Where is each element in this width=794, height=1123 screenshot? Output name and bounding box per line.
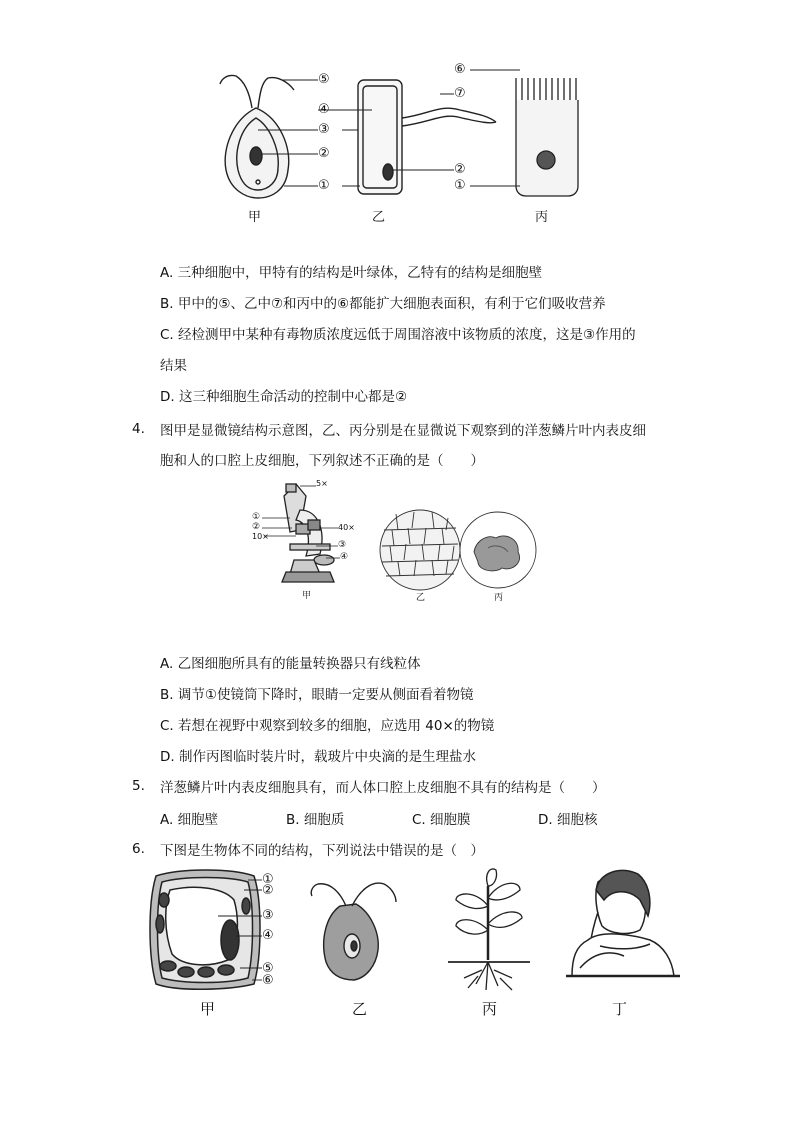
q4-label-jia: 甲 <box>302 591 312 601</box>
q3-option-d: D. 这三种细胞生命活动的控制中心都是② <box>160 389 408 405</box>
q3-option-b: B. 甲中的⑤、乙中⑦和丙中的⑥都能扩大细胞表面积，有利于它们吸收营养 <box>160 296 606 312</box>
q4-obj-10x: 10× <box>252 532 269 541</box>
q6-stem: 下图是生物体不同的结构，下列说法中错误的是（ ） <box>160 843 484 859</box>
q5-option-a: A. 细胞壁 <box>160 812 219 828</box>
q3-marker-1b: ① <box>454 178 466 193</box>
q4-marker-2: ② <box>252 522 261 532</box>
q6-number: 6. <box>132 841 145 857</box>
q4-option-c: C. 若想在视野中观察到较多的细胞，应选用 40×的物镜 <box>160 718 495 734</box>
q4-number: 4. <box>132 421 145 437</box>
q6-label-bing: 丙 <box>482 1000 498 1018</box>
q4-obj-40x: 40× <box>338 523 355 532</box>
q5-option-c: C. 细胞膜 <box>412 812 471 828</box>
q6-label-yi: 乙 <box>352 1000 368 1018</box>
q4-option-d: D. 制作丙图临时装片时，载玻片中央滴的是生理盐水 <box>160 749 476 765</box>
q3-label-jia: 甲 <box>248 210 262 225</box>
q6-label-ding: 丁 <box>612 1000 628 1018</box>
q3-option-a: A. 三种细胞中，甲特有的结构是叶绿体，乙特有的结构是细胞壁 <box>160 265 543 281</box>
q4-label-bing: 丙 <box>494 593 504 603</box>
q4-option-a: A. 乙图细胞所具有的能量转换器只有线粒体 <box>160 656 421 672</box>
q6-label-jia: 甲 <box>200 1000 216 1018</box>
q6-plant-cell <box>150 870 260 989</box>
q3-marker-7: ⑦ <box>454 86 466 101</box>
q6-marker-5: ⑤ <box>262 961 274 976</box>
q5-option-b: B. 细胞质 <box>286 812 345 828</box>
q6-chlamydomonas <box>311 883 396 980</box>
q4-marker-1: ① <box>252 512 261 522</box>
q3-label-bing: 丙 <box>535 210 549 225</box>
q5-option-d: D. 细胞核 <box>538 812 598 828</box>
q4-label-yi: 乙 <box>416 593 426 603</box>
q6-person <box>566 871 680 976</box>
q6-marker-6: ⑥ <box>262 973 274 988</box>
q4-obj-5x: 5× <box>316 479 328 488</box>
q6-marker-3: ③ <box>262 908 274 923</box>
q3-marker-2b: ② <box>454 162 466 177</box>
q6-marker-4: ④ <box>262 928 274 943</box>
q3-option-c-cont: 结果 <box>160 358 187 374</box>
q4-stem-line2: 胞和人的口腔上皮细胞，下列叙述不正确的是（ ） <box>160 453 484 469</box>
q6-marker-2: ② <box>262 883 274 898</box>
q3-label-yi: 乙 <box>372 210 386 225</box>
q6-plant <box>448 869 530 990</box>
q3-marker-6: ⑥ <box>454 62 466 77</box>
q5-number: 5. <box>132 778 145 794</box>
q4-marker-4: ④ <box>340 552 349 562</box>
q3-marker-2: ② <box>318 146 330 161</box>
q4-marker-3: ③ <box>338 540 347 550</box>
q3-marker-4: ④ <box>318 102 330 117</box>
q4-option-b: B. 调节①使镜筒下降时，眼睛一定要从侧面看着物镜 <box>160 687 474 703</box>
q3-marker-5: ⑤ <box>318 72 330 87</box>
q5-stem: 洋葱鳞片叶内表皮细胞具有，而人体口腔上皮细胞不具有的结构是（ ） <box>160 780 606 796</box>
q4-stem-line1: 图甲是显微镜结构示意图，乙、丙分别是在显微说下观察到的洋葱鳞片叶内表皮细 <box>160 423 646 439</box>
q3-marker-1: ① <box>318 178 330 193</box>
q6-marker-1: ① <box>262 872 274 887</box>
q3-option-c: C. 经检测甲中某种有毒物质浓度远低于周围溶液中该物质的浓度，这是③作用的 <box>160 327 636 343</box>
q3-marker-3: ③ <box>318 122 330 137</box>
